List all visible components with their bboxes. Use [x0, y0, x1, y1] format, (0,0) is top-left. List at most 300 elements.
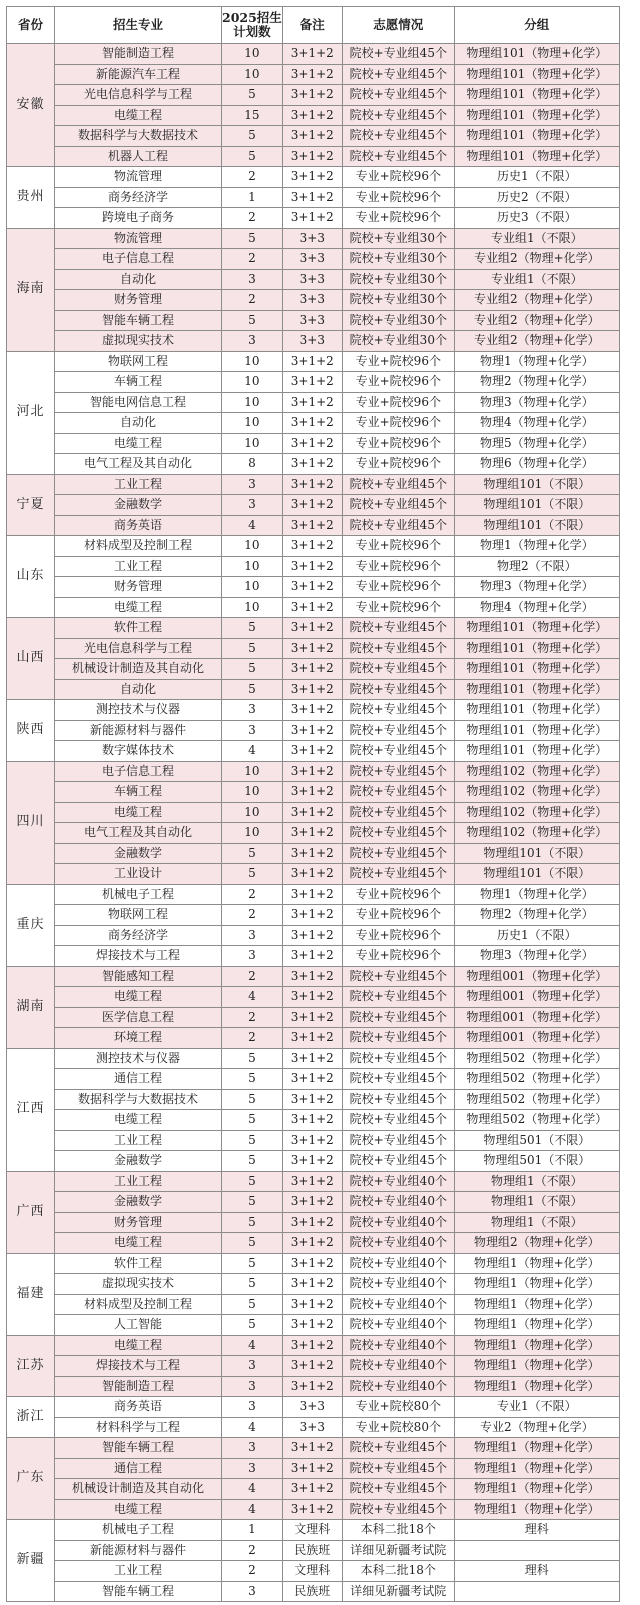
cell-application: 院校+专业组40个 [342, 1192, 454, 1213]
cell-plan-count: 10 [222, 597, 283, 618]
cell-group: 物理组102（物理+化学） [454, 782, 619, 803]
cell-notes: 3+1+2 [282, 208, 342, 229]
cell-plan-count: 4 [222, 515, 283, 536]
cell-notes: 3+1+2 [282, 782, 342, 803]
cell-notes: 3+1+2 [282, 454, 342, 475]
cell-province: 浙江 [7, 1397, 55, 1438]
table-row [7, 1233, 620, 1254]
cell-application: 专业+院校96个 [342, 413, 454, 434]
cell-group: 物理组502（物理+化学） [454, 1069, 619, 1090]
enrollment-plan-table [6, 6, 620, 1602]
cell-plan-count: 5 [222, 1212, 283, 1233]
cell-group: 物理组101（不限） [454, 474, 619, 495]
cell-notes: 3+1+2 [282, 1151, 342, 1172]
table-row [7, 823, 620, 844]
table-row [7, 884, 620, 905]
cell-major: 焊接技术与工程 [55, 946, 222, 967]
cell-application: 院校+专业组45个 [342, 146, 454, 167]
cell-province: 江苏 [7, 1335, 55, 1397]
cell-notes: 3+1+2 [282, 987, 342, 1008]
cell-application: 院校+专业组30个 [342, 228, 454, 249]
cell-notes: 3+1+2 [282, 1274, 342, 1295]
cell-group: 物理4（物理+化学） [454, 597, 619, 618]
cell-application: 院校+专业组40个 [342, 1376, 454, 1397]
cell-major: 智能感知工程 [55, 966, 222, 987]
cell-notes: 3+1+2 [282, 1315, 342, 1336]
cell-group: 物理组101（物理+化学） [454, 638, 619, 659]
cell-major: 测控技术与仪器 [55, 1048, 222, 1069]
cell-plan-count: 15 [222, 105, 283, 126]
cell-application: 院校+专业组40个 [342, 1274, 454, 1295]
table-row [7, 1540, 620, 1561]
cell-plan-count: 5 [222, 679, 283, 700]
cell-application: 专业+院校96个 [342, 167, 454, 188]
cell-group: 物理组1（物理+化学） [454, 1438, 619, 1459]
table-row [7, 700, 620, 721]
cell-group: 物理组101（不限） [454, 864, 619, 885]
cell-plan-count: 3 [222, 1356, 283, 1377]
table-row [7, 269, 620, 290]
cell-major: 人工智能 [55, 1315, 222, 1336]
cell-plan-count: 3 [222, 700, 283, 721]
table-row [7, 495, 620, 516]
cell-plan-count: 5 [222, 1048, 283, 1069]
cell-application: 院校+专业组45个 [342, 1479, 454, 1500]
cell-group: 物理组101（物理+化学） [454, 720, 619, 741]
cell-application: 专业+院校80个 [342, 1417, 454, 1438]
cell-major: 电缆工程 [55, 105, 222, 126]
cell-notes: 3+1+2 [282, 1479, 342, 1500]
cell-major: 软件工程 [55, 618, 222, 639]
cell-plan-count: 3 [222, 720, 283, 741]
cell-major: 光电信息科学与工程 [55, 638, 222, 659]
cell-application: 院校+专业组40个 [342, 1253, 454, 1274]
cell-notes: 3+3 [282, 1397, 342, 1418]
cell-major: 商务经济学 [55, 187, 222, 208]
cell-application: 院校+专业组45个 [342, 515, 454, 536]
cell-province: 四川 [7, 761, 55, 884]
table-row [7, 1130, 620, 1151]
cell-notes: 3+1+2 [282, 741, 342, 762]
cell-group: 物理组101（物理+化学） [454, 741, 619, 762]
cell-province: 重庆 [7, 884, 55, 966]
cell-plan-count: 5 [222, 1315, 283, 1336]
cell-notes: 3+3 [282, 249, 342, 270]
cell-application: 院校+专业组30个 [342, 269, 454, 290]
cell-application: 详细见新疆考试院 [342, 1581, 454, 1602]
cell-notes: 3+1+2 [282, 597, 342, 618]
cell-notes: 3+1+2 [282, 720, 342, 741]
cell-group: 物理组1（物理+化学） [454, 1479, 619, 1500]
cell-notes: 3+1+2 [282, 187, 342, 208]
cell-major: 电缆工程 [55, 1499, 222, 1520]
cell-group: 专业组2（物理+化学） [454, 249, 619, 270]
cell-plan-count: 2 [222, 1540, 283, 1561]
cell-major: 电缆工程 [55, 1110, 222, 1131]
cell-major: 材料成型及控制工程 [55, 536, 222, 557]
cell-plan-count: 5 [222, 1233, 283, 1254]
cell-major: 智能车辆工程 [55, 310, 222, 331]
cell-major: 电缆工程 [55, 987, 222, 1008]
cell-application: 院校+专业组45个 [342, 105, 454, 126]
cell-application: 院校+专业组45个 [342, 843, 454, 864]
cell-notes: 3+1+2 [282, 1458, 342, 1479]
cell-application: 院校+专业组40个 [342, 1335, 454, 1356]
cell-application: 专业+院校96个 [342, 556, 454, 577]
table-row [7, 392, 620, 413]
cell-plan-count: 2 [222, 1028, 283, 1049]
cell-group [454, 1540, 619, 1561]
cell-plan-count: 3 [222, 1438, 283, 1459]
table-row [7, 187, 620, 208]
cell-major: 电子信息工程 [55, 761, 222, 782]
cell-major: 工业工程 [55, 1561, 222, 1582]
cell-group: 物理组101（不限） [454, 515, 619, 536]
cell-notes: 3+1+2 [282, 44, 342, 65]
table-row [7, 413, 620, 434]
cell-notes: 3+1+2 [282, 946, 342, 967]
cell-notes: 3+1+2 [282, 556, 342, 577]
cell-application: 院校+专业组30个 [342, 290, 454, 311]
cell-group: 物理组101（物理+化学） [454, 700, 619, 721]
cell-group: 物理6（物理+化学） [454, 454, 619, 475]
cell-notes: 3+1+2 [282, 1110, 342, 1131]
cell-group: 物理组101（不限） [454, 495, 619, 516]
cell-application: 院校+专业组45个 [342, 741, 454, 762]
table-row [7, 351, 620, 372]
cell-major: 数据科学与大数据技术 [55, 126, 222, 147]
cell-major: 电缆工程 [55, 802, 222, 823]
cell-major: 机械设计制造及其自动化 [55, 1479, 222, 1500]
cell-group: 历史3（不限） [454, 208, 619, 229]
table-row [7, 1274, 620, 1295]
cell-group: 物理组1（物理+化学） [454, 1458, 619, 1479]
table-row [7, 761, 620, 782]
cell-notes: 3+3 [282, 310, 342, 331]
cell-notes: 3+1+2 [282, 433, 342, 454]
cell-application: 院校+专业组40个 [342, 1315, 454, 1336]
cell-application: 院校+专业组45个 [342, 1007, 454, 1028]
cell-major: 数字媒体技术 [55, 741, 222, 762]
cell-major: 光电信息科学与工程 [55, 85, 222, 106]
table-row [7, 1048, 620, 1069]
cell-application: 专业+院校96个 [342, 454, 454, 475]
cell-notes: 3+1+2 [282, 638, 342, 659]
cell-plan-count: 10 [222, 823, 283, 844]
cell-plan-count: 2 [222, 966, 283, 987]
cell-major: 环境工程 [55, 1028, 222, 1049]
cell-plan-count: 5 [222, 1110, 283, 1131]
cell-plan-count: 5 [222, 1253, 283, 1274]
table-row [7, 1438, 620, 1459]
cell-plan-count: 5 [222, 1130, 283, 1151]
cell-major: 车辆工程 [55, 372, 222, 393]
cell-plan-count: 3 [222, 925, 283, 946]
table-row [7, 1089, 620, 1110]
table-row [7, 146, 620, 167]
cell-notes: 3+1+2 [282, 495, 342, 516]
cell-group: 物理组1（不限） [454, 1212, 619, 1233]
cell-notes: 3+1+2 [282, 1438, 342, 1459]
cell-plan-count: 2 [222, 1007, 283, 1028]
table-row [7, 1417, 620, 1438]
cell-major: 商务英语 [55, 1397, 222, 1418]
cell-province: 江西 [7, 1048, 55, 1171]
cell-group: 专业1（不限） [454, 1397, 619, 1418]
cell-group: 物理组2（物理+化学） [454, 1233, 619, 1254]
cell-major: 物流管理 [55, 228, 222, 249]
table-row [7, 1151, 620, 1172]
cell-major: 新能源汽车工程 [55, 64, 222, 85]
cell-application: 院校+专业组45个 [342, 1089, 454, 1110]
cell-notes: 文理科 [282, 1561, 342, 1582]
cell-notes: 3+1+2 [282, 85, 342, 106]
cell-major: 财务管理 [55, 1212, 222, 1233]
cell-plan-count: 2 [222, 290, 283, 311]
header-application: 志愿情况 [342, 7, 454, 44]
cell-plan-count: 5 [222, 85, 283, 106]
cell-group [454, 1581, 619, 1602]
cell-major: 工业工程 [55, 1130, 222, 1151]
cell-major: 电缆工程 [55, 1233, 222, 1254]
cell-major: 医学信息工程 [55, 1007, 222, 1028]
cell-major: 虚拟现实技术 [55, 1274, 222, 1295]
cell-plan-count: 10 [222, 351, 283, 372]
cell-plan-count: 2 [222, 249, 283, 270]
cell-plan-count: 3 [222, 1376, 283, 1397]
cell-group: 物理2（物理+化学） [454, 905, 619, 926]
table-row [7, 946, 620, 967]
cell-application: 专业+院校96个 [342, 946, 454, 967]
cell-group: 物理组1（不限） [454, 1192, 619, 1213]
cell-group: 历史2（不限） [454, 187, 619, 208]
table-row [7, 1581, 620, 1602]
cell-application: 院校+专业组40个 [342, 1233, 454, 1254]
cell-notes: 3+1+2 [282, 659, 342, 680]
cell-plan-count: 4 [222, 1417, 283, 1438]
cell-plan-count: 5 [222, 1069, 283, 1090]
cell-notes: 3+1+2 [282, 577, 342, 598]
cell-application: 院校+专业组45个 [342, 864, 454, 885]
cell-major: 新能源材料与器件 [55, 720, 222, 741]
cell-application: 院校+专业组45个 [342, 1048, 454, 1069]
cell-application: 院校+专业组40个 [342, 1356, 454, 1377]
cell-group: 物理组1（物理+化学） [454, 1294, 619, 1315]
table-row [7, 1520, 620, 1541]
cell-application: 院校+专业组45个 [342, 1069, 454, 1090]
cell-province: 贵州 [7, 167, 55, 229]
cell-major: 软件工程 [55, 1253, 222, 1274]
cell-plan-count: 4 [222, 1335, 283, 1356]
cell-province: 山西 [7, 618, 55, 700]
cell-plan-count: 5 [222, 1089, 283, 1110]
cell-major: 材料成型及控制工程 [55, 1294, 222, 1315]
cell-notes: 3+1+2 [282, 966, 342, 987]
cell-notes: 3+1+2 [282, 843, 342, 864]
cell-group: 历史1（不限） [454, 167, 619, 188]
cell-notes: 3+1+2 [282, 126, 342, 147]
cell-application: 专业+院校96个 [342, 187, 454, 208]
table-row [7, 638, 620, 659]
cell-application: 院校+专业组30个 [342, 310, 454, 331]
cell-plan-count: 8 [222, 454, 283, 475]
cell-application: 院校+专业组45个 [342, 1151, 454, 1172]
cell-application: 院校+专业组45个 [342, 987, 454, 1008]
cell-plan-count: 3 [222, 331, 283, 352]
cell-group: 物理组502（物理+化学） [454, 1089, 619, 1110]
cell-plan-count: 2 [222, 167, 283, 188]
cell-notes: 3+1+2 [282, 802, 342, 823]
cell-group: 物理组102（物理+化学） [454, 823, 619, 844]
cell-plan-count: 2 [222, 1561, 283, 1582]
header-major: 招生专业 [55, 7, 222, 44]
cell-group: 物理组1（物理+化学） [454, 1335, 619, 1356]
cell-group: 物理组101（不限） [454, 843, 619, 864]
cell-application: 院校+专业组45个 [342, 720, 454, 741]
cell-notes: 3+1+2 [282, 1376, 342, 1397]
cell-application: 院校+专业组45个 [342, 1130, 454, 1151]
cell-notes: 3+1+2 [282, 413, 342, 434]
cell-group: 物理组1（物理+化学） [454, 1253, 619, 1274]
cell-plan-count: 5 [222, 126, 283, 147]
cell-group: 物理组1（物理+化学） [454, 1499, 619, 1520]
cell-notes: 3+1+2 [282, 823, 342, 844]
cell-notes: 3+1+2 [282, 536, 342, 557]
cell-province: 山东 [7, 536, 55, 618]
cell-major: 商务英语 [55, 515, 222, 536]
cell-plan-count: 4 [222, 741, 283, 762]
cell-application: 院校+专业组45个 [342, 700, 454, 721]
table-row [7, 105, 620, 126]
cell-group: 专业组2（物理+化学） [454, 331, 619, 352]
cell-province: 广西 [7, 1171, 55, 1253]
cell-plan-count: 5 [222, 310, 283, 331]
cell-notes: 文理科 [282, 1520, 342, 1541]
table-row [7, 1315, 620, 1336]
cell-major: 电缆工程 [55, 597, 222, 618]
cell-group: 物理组101（物理+化学） [454, 105, 619, 126]
table-row [7, 618, 620, 639]
cell-group: 物理3（物理+化学） [454, 577, 619, 598]
cell-group: 物理组101（物理+化学） [454, 44, 619, 65]
cell-plan-count: 3 [222, 474, 283, 495]
cell-group: 物理组102（物理+化学） [454, 761, 619, 782]
table-row [7, 1007, 620, 1028]
header-province: 省份 [7, 7, 55, 44]
cell-plan-count: 10 [222, 556, 283, 577]
cell-application: 专业+院校96个 [342, 884, 454, 905]
cell-application: 院校+专业组45个 [342, 474, 454, 495]
cell-major: 电气工程及其自动化 [55, 454, 222, 475]
cell-plan-count: 5 [222, 1171, 283, 1192]
cell-application: 专业+院校96个 [342, 392, 454, 413]
cell-group: 物理2（不限） [454, 556, 619, 577]
cell-plan-count: 1 [222, 1520, 283, 1541]
cell-application: 专业+院校96个 [342, 925, 454, 946]
cell-notes: 3+1+2 [282, 1089, 342, 1110]
header-row [7, 7, 620, 44]
cell-group: 物理组1（物理+化学） [454, 1274, 619, 1295]
cell-group: 物理组1（物理+化学） [454, 1315, 619, 1336]
cell-application: 院校+专业组30个 [342, 249, 454, 270]
cell-plan-count: 5 [222, 1274, 283, 1295]
table-row [7, 1171, 620, 1192]
cell-group: 物理组501（不限） [454, 1151, 619, 1172]
cell-province: 新疆 [7, 1520, 55, 1602]
cell-application: 院校+专业组45个 [342, 85, 454, 106]
cell-group: 物理组101（物理+化学） [454, 659, 619, 680]
cell-notes: 3+1+2 [282, 884, 342, 905]
cell-notes: 3+3 [282, 331, 342, 352]
cell-plan-count: 5 [222, 864, 283, 885]
table-row [7, 679, 620, 700]
cell-notes: 3+1+2 [282, 1212, 342, 1233]
cell-major: 通信工程 [55, 1069, 222, 1090]
cell-group: 理科 [454, 1561, 619, 1582]
cell-plan-count: 4 [222, 1499, 283, 1520]
cell-notes: 3+3 [282, 269, 342, 290]
cell-plan-count: 10 [222, 577, 283, 598]
cell-application: 院校+专业组45个 [342, 64, 454, 85]
cell-application: 院校+专业组40个 [342, 1212, 454, 1233]
cell-major: 电气工程及其自动化 [55, 823, 222, 844]
cell-major: 材料科学与工程 [55, 1417, 222, 1438]
cell-major: 金融数学 [55, 843, 222, 864]
cell-application: 院校+专业组45个 [342, 44, 454, 65]
cell-group: 物理组001（物理+化学） [454, 1028, 619, 1049]
cell-group: 物理4（物理+化学） [454, 413, 619, 434]
cell-application: 专业+院校96个 [342, 577, 454, 598]
cell-major: 焊接技术与工程 [55, 1356, 222, 1377]
table-row [7, 1253, 620, 1274]
cell-group: 专业组2（物理+化学） [454, 310, 619, 331]
table-row [7, 864, 620, 885]
cell-group: 物理组102（物理+化学） [454, 802, 619, 823]
cell-group: 物理组1（物理+化学） [454, 1356, 619, 1377]
cell-group: 物理组1（物理+化学） [454, 1376, 619, 1397]
cell-notes: 3+3 [282, 1417, 342, 1438]
cell-group: 专业组1（不限） [454, 269, 619, 290]
cell-application: 专业+院校96个 [342, 536, 454, 557]
table-row [7, 1110, 620, 1131]
cell-application: 院校+专业组45个 [342, 802, 454, 823]
cell-group: 物理组502（物理+化学） [454, 1048, 619, 1069]
table-row [7, 987, 620, 1008]
cell-plan-count: 5 [222, 843, 283, 864]
cell-group: 专业组1（不限） [454, 228, 619, 249]
cell-group: 物理组501（不限） [454, 1130, 619, 1151]
cell-application: 院校+专业组45个 [342, 966, 454, 987]
header-notes: 备注 [282, 7, 342, 44]
cell-major: 金融数学 [55, 495, 222, 516]
cell-plan-count: 5 [222, 1192, 283, 1213]
cell-major: 电缆工程 [55, 1335, 222, 1356]
cell-major: 商务经济学 [55, 925, 222, 946]
cell-plan-count: 3 [222, 946, 283, 967]
cell-notes: 3+1+2 [282, 392, 342, 413]
table-row [7, 1458, 620, 1479]
cell-major: 财务管理 [55, 577, 222, 598]
cell-application: 院校+专业组45个 [342, 1028, 454, 1049]
cell-group: 物理1（物理+化学） [454, 351, 619, 372]
cell-major: 电子信息工程 [55, 249, 222, 270]
cell-group: 物理组101（物理+化学） [454, 126, 619, 147]
cell-major: 工业工程 [55, 474, 222, 495]
table-row [7, 741, 620, 762]
cell-notes: 3+1+2 [282, 474, 342, 495]
cell-application: 专业+院校96个 [342, 372, 454, 393]
table-row [7, 659, 620, 680]
